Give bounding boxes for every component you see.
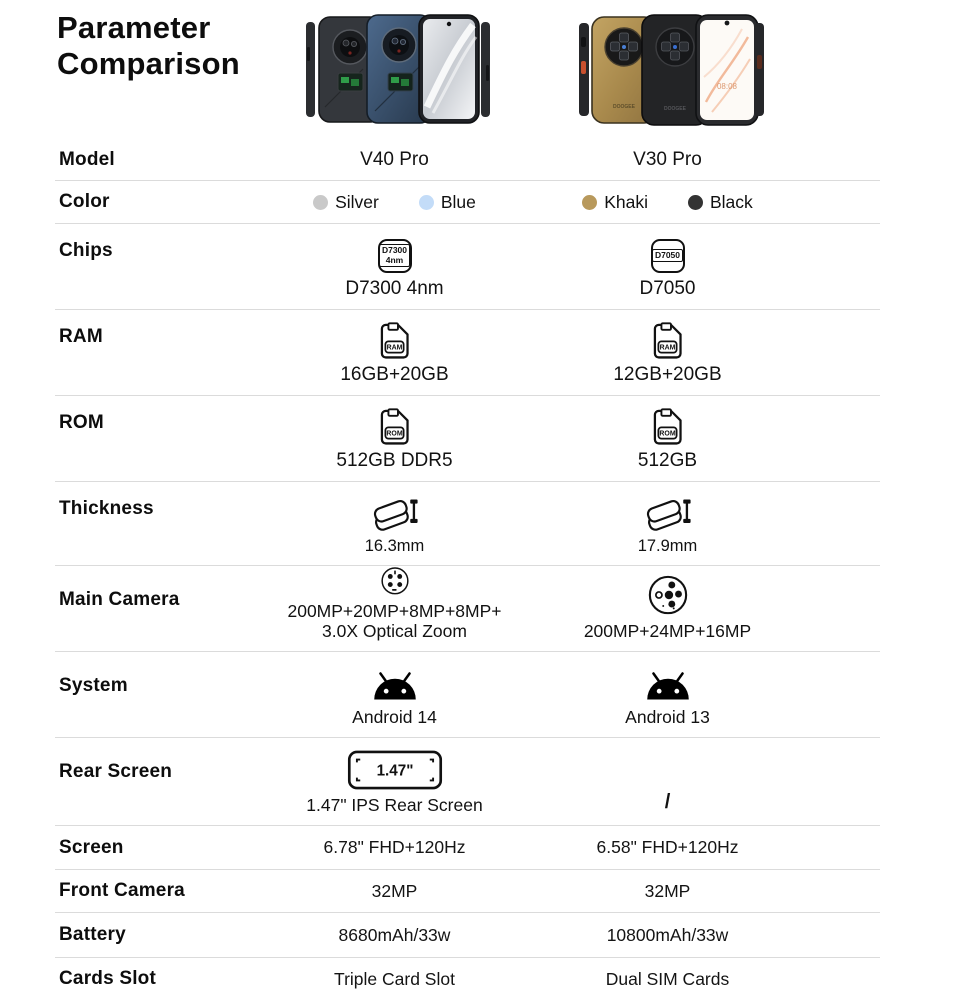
khaki-color-label: Khaki [604,191,648,212]
main-camera-cell-v30 [531,566,804,651]
spec-label-cards-slot: Cards Slot [59,968,157,989]
spec-label-screen: Screen [59,836,124,858]
triple-camera-icon [647,574,689,616]
khaki-color-dot [582,195,597,210]
thickness-value-v40: 16.3mm [364,537,425,555]
chip-icon [651,239,685,273]
android-icon [641,672,695,702]
ram-value-v40: 16GB+20GB [340,363,449,385]
spec-row-cards-slot [55,958,880,1000]
battery-value-v40: 8680mAh/33w [338,924,451,945]
ram-card-icon [651,322,684,359]
main-camera-value-v30: 200MP+24MP+16MP [583,621,752,642]
ram-cell-v40 [258,310,531,395]
svg-text:RAM: RAM [386,344,403,352]
page-title-line1: Parameter [57,10,211,45]
main-camera-cell-v40 [258,566,531,651]
spec-table [55,140,880,1000]
ram-cell-v30 [531,310,804,395]
chips-value-v30: D7050 [639,277,696,299]
thickness-icon [642,494,694,532]
chip-icon-text: D7050 [654,249,681,260]
color-swatch-khaki [582,192,648,213]
spec-label-system: System [59,675,128,696]
model-cell-v30 [531,149,804,171]
screen-value-v40: 6.78" FHD+120Hz [323,837,466,857]
rom-value-v40: 512GB DDR5 [336,449,453,471]
color-cell-v40 [258,192,531,213]
v30-khaki-brand-text: DOOGEE [613,104,635,110]
blue-color-dot [419,195,434,210]
v30-side-profile-right [754,23,764,116]
spec-label-ram: RAM [59,326,103,347]
spec-label-rear-screen: Rear Screen [59,761,173,782]
v30-front [696,15,758,125]
v40-pro-product-image [303,7,493,135]
quad-camera-icon [374,566,416,596]
front-camera-cell-v40 [258,881,531,902]
black-color-dot [688,195,703,210]
v30-pro-product-image [576,7,766,135]
battery-cell-v40 [258,925,531,946]
android-icon [368,672,422,702]
blue-color-label: Blue [440,191,476,212]
svg-text:RAM: RAM [659,344,676,352]
main-camera-value-v40-line2: 3.0X Optical Zoom [322,621,467,642]
page-title [57,10,240,83]
spec-label-thickness: Thickness [59,498,154,519]
main-camera-value-v40-line1: 200MP+20MP+8MP+8MP+ [287,600,502,621]
rom-value-v30: 512GB [637,449,698,471]
rom-cell-v40 [258,396,531,481]
ram-value-v30: 12GB+20GB [613,363,722,385]
model-value-v40: V40 Pro [360,149,429,170]
thickness-icon [369,494,421,532]
spec-row-main-camera [55,566,880,652]
front-camera-value-v30: 32MP [644,880,691,901]
model-cell-v40 [258,149,531,171]
battery-cell-v30 [531,925,804,946]
system-cell-v30 [531,652,804,737]
svg-text:ROM: ROM [659,430,676,438]
spec-row-chips [55,224,880,310]
spec-row-thickness [55,482,880,566]
screen-cell-v40 [258,837,531,858]
rear-screen-cell-v30 [531,738,804,825]
thickness-cell-v40 [258,482,531,565]
chip-icon [378,239,412,273]
chip-icon-text-line1: D7300 [381,244,408,255]
v30-front-clock-text: 08:08 [716,82,738,91]
spec-row-system [55,652,880,738]
thickness-cell-v30 [531,482,804,565]
screen-value-v30: 6.58" FHD+120Hz [596,837,739,857]
front-camera-cell-v30 [531,881,804,902]
spec-row-battery [55,913,880,958]
spec-row-front-camera [55,870,880,913]
v40-side-profile-left [306,22,315,117]
cards-slot-value-v30: Dual SIM Cards [605,968,730,989]
front-camera-value-v40: 32MP [371,880,418,901]
thickness-value-v30: 17.9mm [637,537,698,555]
v30-black-brand-text: DOOGEE [664,106,686,112]
color-swatch-black [688,192,753,213]
rear-screen-value-v30: / [664,791,671,813]
spec-label-rom: ROM [59,412,104,433]
system-cell-v40 [258,652,531,737]
rom-cell-v30 [531,396,804,481]
v40-front [419,15,479,123]
main-camera-value-v40 [287,601,501,642]
svg-text:ROM: ROM [386,430,403,438]
chips-cell-v40 [258,224,531,309]
spec-label-chips: Chips [59,240,113,261]
black-color-label: Black [709,191,753,212]
v30-side-profile-left [579,23,589,116]
screen-cell-v30 [531,837,804,858]
page-title-line2: Comparison [57,46,240,82]
spec-label-color: Color [59,191,110,212]
spec-row-rear-screen [55,738,880,826]
color-cell-v30 [531,192,804,213]
cards-slot-cell-v40 [258,969,531,990]
silver-color-dot [313,195,328,210]
cards-slot-cell-v30 [531,969,804,990]
ram-card-icon [378,322,411,359]
battery-value-v30: 10800mAh/33w [606,924,729,945]
cards-slot-value-v40: Triple Card Slot [334,968,455,989]
system-value-v40: Android 14 [352,707,437,728]
rear-screen-icon [347,750,443,790]
spec-row-ram [55,310,880,396]
spec-label-main-camera: Main Camera [59,589,180,610]
color-swatch-silver [313,192,379,213]
color-swatch-blue [419,192,476,213]
svg-text:1.47": 1.47" [376,763,413,781]
spec-label-front-camera: Front Camera [59,880,185,901]
rear-screen-value-v40: 1.47" IPS Rear Screen [306,795,483,816]
spec-row-rom [55,396,880,482]
model-value-v30: V30 Pro [633,149,702,170]
spec-label-model: Model [59,149,115,170]
rom-card-icon [651,408,684,445]
chip-icon-text-line2: 4nm [385,254,404,265]
spec-row-screen [55,826,880,870]
rom-card-icon [378,408,411,445]
spec-label-battery: Battery [59,924,126,945]
spec-row-color [55,181,880,224]
spec-row-model [55,140,880,181]
chips-cell-v30 [531,224,804,309]
silver-color-label: Silver [335,191,379,212]
system-value-v30: Android 13 [625,707,710,728]
rear-screen-cell-v40 [258,738,531,825]
chips-value-v40: D7300 4nm [345,277,444,299]
